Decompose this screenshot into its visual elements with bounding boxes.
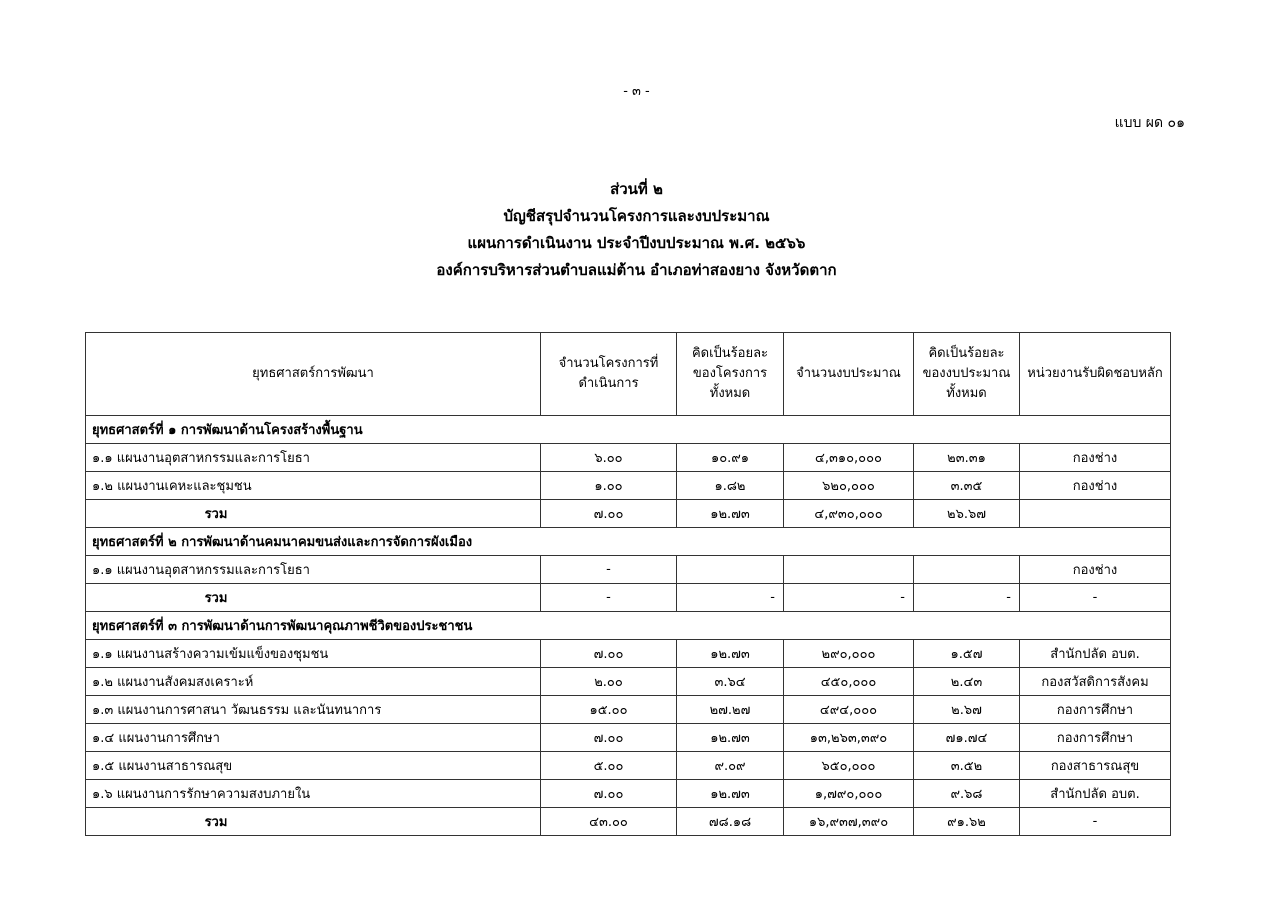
- strategy-title: ยุทธศาสตร์ที่ ๑ การพัฒนาด้านโครงสร้างพื้นฐาน: [86, 416, 1171, 444]
- total-project-count: -: [541, 584, 677, 612]
- budget-percent: ๒.๖๗: [914, 696, 1020, 724]
- total-responsible-unit: -: [1020, 808, 1171, 836]
- table-row: [86, 640, 1171, 668]
- responsible-unit: กองสวัสดิการสังคม: [1020, 668, 1171, 696]
- project-percent: [677, 556, 784, 584]
- project-count: ๑๕.๐๐: [541, 696, 677, 724]
- column-header-strategy: ยุทธศาสตร์การพัฒนา: [86, 333, 541, 416]
- budget-amount: ๔,๓๑๐,๐๐๐: [784, 444, 914, 472]
- plan-name: ๑.๖ แผนงานการรักษาความสงบภายใน: [86, 780, 541, 808]
- document-title-block: [0, 176, 1273, 284]
- responsible-unit: กองการศึกษา: [1020, 696, 1171, 724]
- project-percent: ๑๐.๙๑: [677, 444, 784, 472]
- organization-title: องค์การบริหารส่วนตำบลแม่ต้าน อำเภอท่าสองยาง จังหวัดตาก: [436, 261, 837, 279]
- budget-amount: ๖๒๐,๐๐๐: [784, 472, 914, 500]
- plan-title: แผนการดำเนินงาน ประจำปีงบประมาณ พ.ศ. ๒๕๖๖: [467, 234, 806, 252]
- column-header-budget-percent: คิดเป็นร้อยละของงบประมาณทั้งหมด: [914, 333, 1020, 416]
- plan-name: ๑.๕ แผนงานสาธารณสุข: [86, 752, 541, 780]
- responsible-unit: สำนักปลัด อบต.: [1020, 780, 1171, 808]
- budget-amount: ๒๙๐,๐๐๐: [784, 640, 914, 668]
- responsible-unit: กองช่าง: [1020, 556, 1171, 584]
- budget-percent: ๒.๔๓: [914, 668, 1020, 696]
- plan-name: ๑.๒ แผนงานเคหะและชุมชน: [86, 472, 541, 500]
- budget-amount: ๑๓,๒๖๓,๓๙๐: [784, 724, 914, 752]
- plan-name: ๑.๑ แผนงานอุตสาหกรรมและการโยธา: [86, 556, 541, 584]
- project-count: ๗.๐๐: [541, 724, 677, 752]
- total-project-count: ๔๓.๐๐: [541, 808, 677, 836]
- plan-name: ๑.๑ แผนงานสร้างความเข้มแข็งของชุมชน: [86, 640, 541, 668]
- total-responsible-unit: -: [1020, 584, 1171, 612]
- table-row: [86, 780, 1171, 808]
- table-row: [86, 752, 1171, 780]
- total-label: รวม: [86, 500, 541, 528]
- project-percent: ๙.๐๙: [677, 752, 784, 780]
- total-project-percent: ๗๘.๑๘: [677, 808, 784, 836]
- strategy-title: ยุทธศาสตร์ที่ ๓ การพัฒนาด้านการพัฒนาคุณภาพชีวิตของประชาชน: [86, 612, 1171, 640]
- form-code: แบบ ผด ๐๑: [1114, 115, 1185, 131]
- table-row: [86, 556, 1171, 584]
- responsible-unit: กองช่าง: [1020, 444, 1171, 472]
- total-budget-percent: -: [914, 584, 1020, 612]
- budget-percent: ๗๑.๗๔: [914, 724, 1020, 752]
- document-title: บัญชีสรุปจำนวนโครงการและงบประมาณ: [503, 207, 770, 225]
- total-label: รวม: [86, 808, 541, 836]
- project-count: ๗.๐๐: [541, 780, 677, 808]
- plan-name: ๑.๑ แผนงานอุตสาหกรรมและการโยธา: [86, 444, 541, 472]
- table-row: [86, 444, 1171, 472]
- strategy-section-row: [86, 528, 1171, 556]
- total-responsible-unit: [1020, 500, 1171, 528]
- project-percent: ๓.๖๔: [677, 668, 784, 696]
- project-count: ๒.๐๐: [541, 668, 677, 696]
- project-count: -: [541, 556, 677, 584]
- page-number: - ๓ -: [623, 84, 650, 99]
- budget-percent: ๙.๖๘: [914, 780, 1020, 808]
- total-project-count: ๗.๐๐: [541, 500, 677, 528]
- budget-percent: ๓.๕๒: [914, 752, 1020, 780]
- plan-name: ๑.๔ แผนงานการศึกษา: [86, 724, 541, 752]
- project-percent: ๑๒.๗๓: [677, 640, 784, 668]
- table-row: [86, 668, 1171, 696]
- total-budget-percent: ๒๖.๖๗: [914, 500, 1020, 528]
- budget-amount: ๑,๗๙๐,๐๐๐: [784, 780, 914, 808]
- total-budget-amount: -: [784, 584, 914, 612]
- responsible-unit: กองการศึกษา: [1020, 724, 1171, 752]
- table-row: [86, 472, 1171, 500]
- column-header-project-count: จำนวนโครงการที่ดำเนินการ: [541, 333, 677, 416]
- total-budget-percent: ๙๑.๖๒: [914, 808, 1020, 836]
- summary-table: [85, 332, 1171, 836]
- table-row: [86, 724, 1171, 752]
- budget-percent: [914, 556, 1020, 584]
- budget-amount: ๔๙๔,๐๐๐: [784, 696, 914, 724]
- section-title: ส่วนที่ ๒: [610, 180, 663, 198]
- responsible-unit: กองสาธารณสุข: [1020, 752, 1171, 780]
- project-percent: ๑๒.๗๓: [677, 780, 784, 808]
- total-project-percent: ๑๒.๗๓: [677, 500, 784, 528]
- column-header-project-percent: คิดเป็นร้อยละของโครงการทั้งหมด: [677, 333, 784, 416]
- column-header-budget: จำนวนงบประมาณ: [784, 333, 914, 416]
- total-project-percent: -: [677, 584, 784, 612]
- plan-name: ๑.๒ แผนงานสังคมสงเคราะห์: [86, 668, 541, 696]
- total-budget-amount: ๔,๙๓๐,๐๐๐: [784, 500, 914, 528]
- total-row: [86, 808, 1171, 836]
- strategy-title: ยุทธศาสตร์ที่ ๒ การพัฒนาด้านคมนาคมขนส่งและการจัดการผังเมือง: [86, 528, 1171, 556]
- table-header-row: [86, 333, 1171, 416]
- project-count: ๗.๐๐: [541, 640, 677, 668]
- project-count: ๑.๐๐: [541, 472, 677, 500]
- table-row: [86, 696, 1171, 724]
- project-percent: ๒๗.๒๗: [677, 696, 784, 724]
- project-percent: ๑๒.๗๓: [677, 724, 784, 752]
- budget-amount: ๖๕๐,๐๐๐: [784, 752, 914, 780]
- project-count: ๕.๐๐: [541, 752, 677, 780]
- total-label: รวม: [86, 584, 541, 612]
- plan-name: ๑.๓ แผนงานการศาสนา วัฒนธรรม และนันทนาการ: [86, 696, 541, 724]
- strategy-section-row: [86, 416, 1171, 444]
- strategy-section-row: [86, 612, 1171, 640]
- column-header-responsible-unit: หน่วยงานรับผิดชอบหลัก: [1020, 333, 1171, 416]
- budget-percent: ๓.๓๕: [914, 472, 1020, 500]
- budget-amount: ๔๕๐,๐๐๐: [784, 668, 914, 696]
- project-percent: ๑.๘๒: [677, 472, 784, 500]
- total-row: [86, 584, 1171, 612]
- budget-amount: [784, 556, 914, 584]
- budget-percent: ๒๓.๓๑: [914, 444, 1020, 472]
- responsible-unit: กองช่าง: [1020, 472, 1171, 500]
- budget-percent: ๑.๕๗: [914, 640, 1020, 668]
- total-budget-amount: ๑๖,๙๓๗,๓๙๐: [784, 808, 914, 836]
- total-row: [86, 500, 1171, 528]
- responsible-unit: สำนักปลัด อบต.: [1020, 640, 1171, 668]
- project-count: ๖.๐๐: [541, 444, 677, 472]
